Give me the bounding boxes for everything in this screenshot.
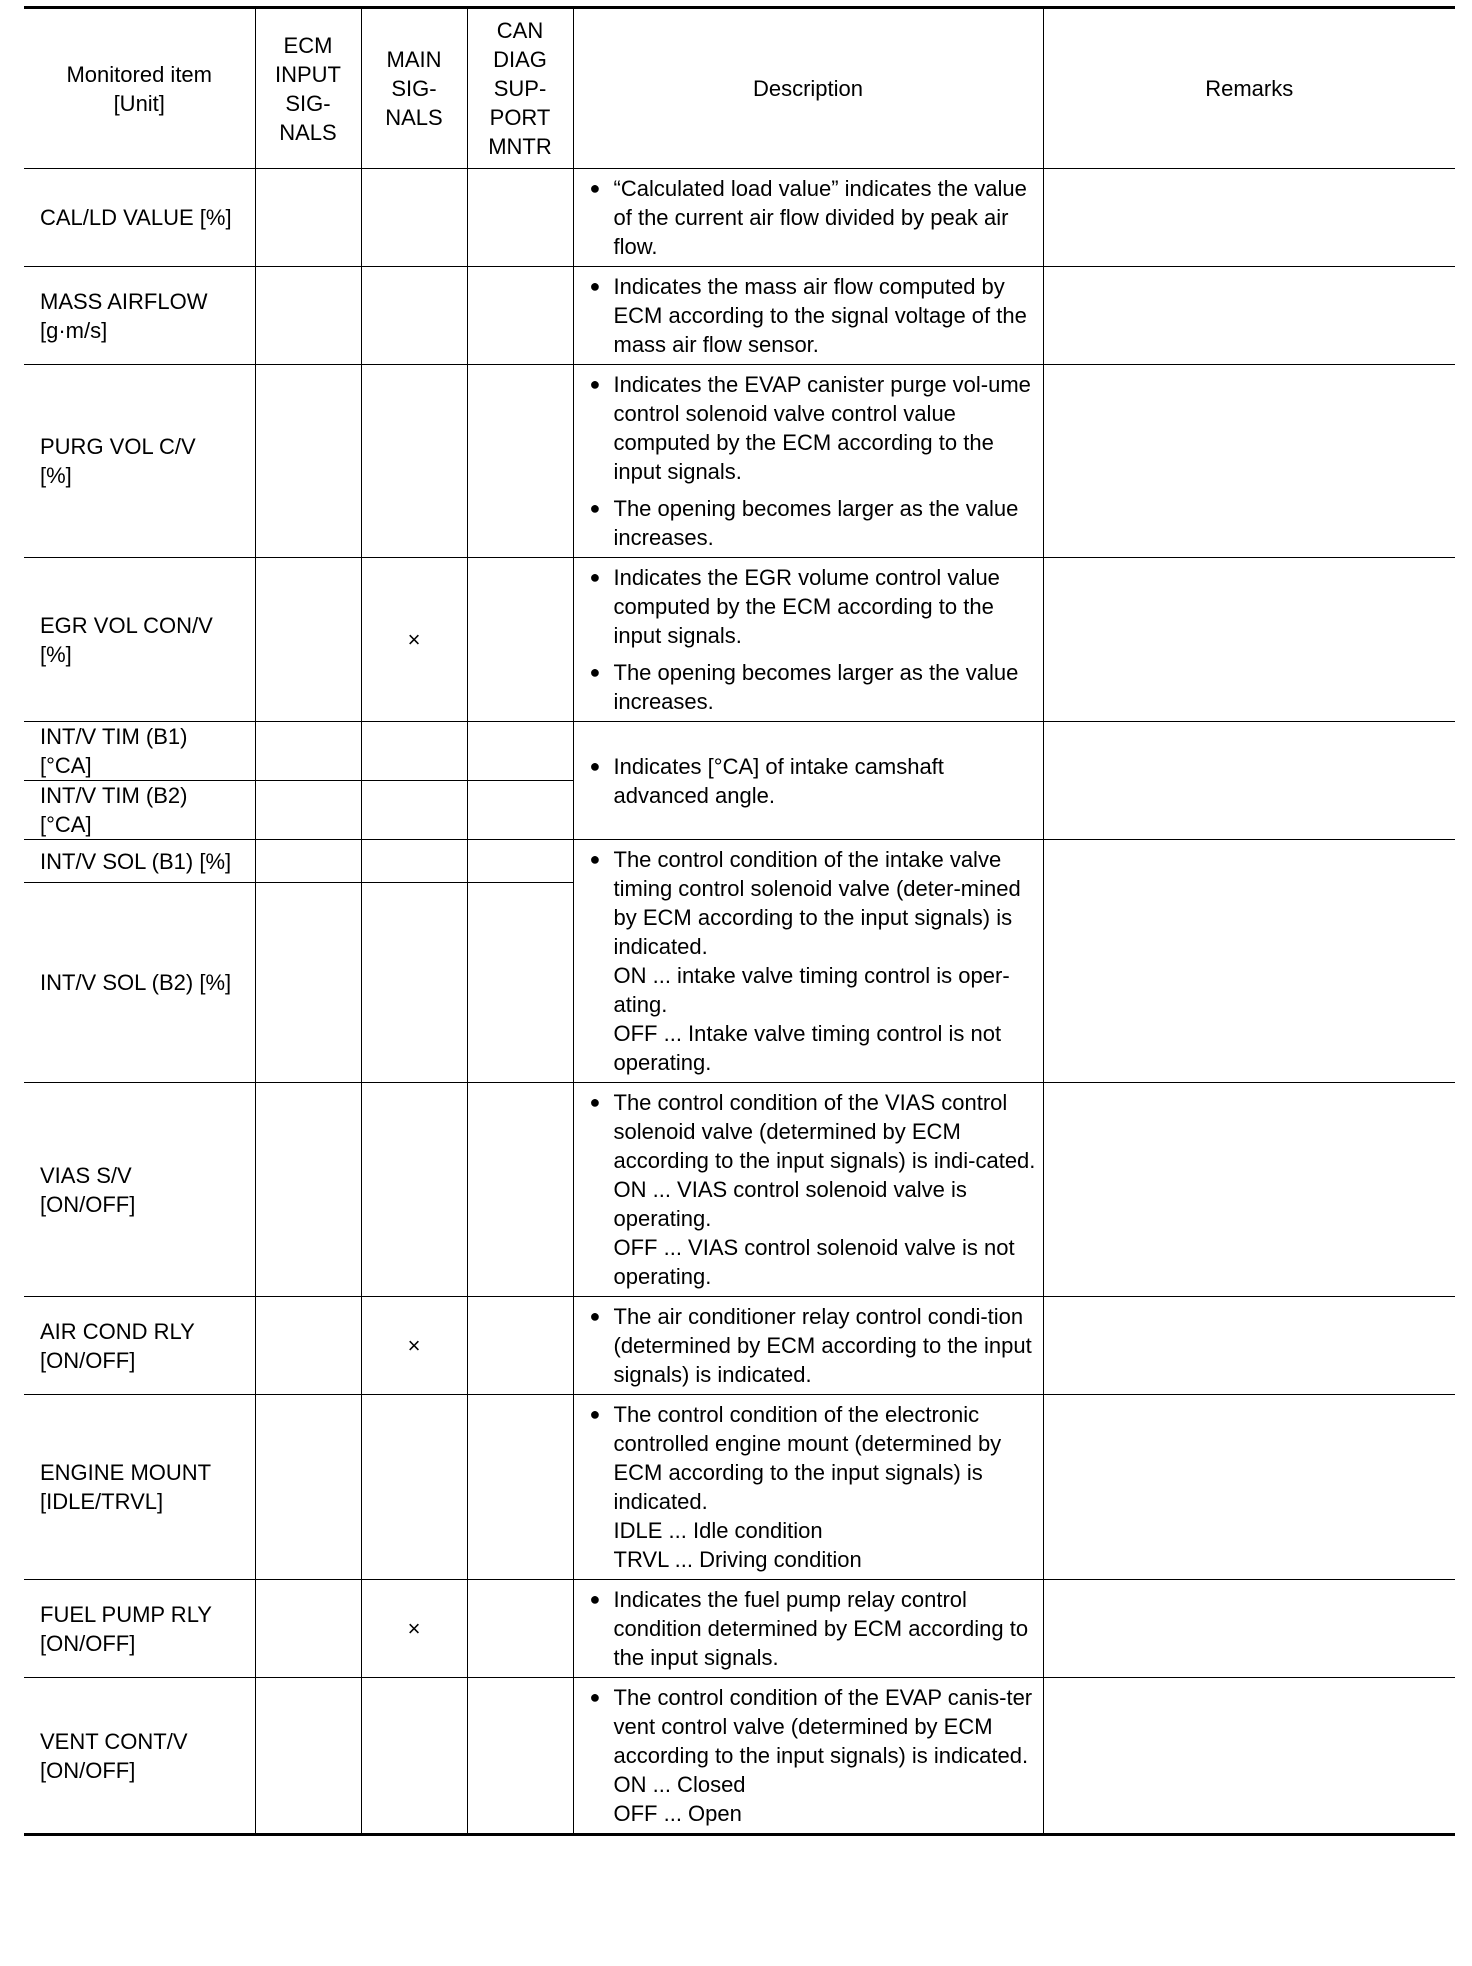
description-line: The control condition of the intake valve timing control solenoid valve (deter-mined by ECM according to the input signals) is indicated. (613, 847, 1021, 959)
can-diag-cell (467, 558, 573, 722)
header-row (24, 8, 1455, 169)
description-text (614, 845, 1037, 1077)
monitored-item-label: [g·m/s] (40, 317, 108, 343)
description-line: OFF ... Intake valve timing control is not operating. (613, 1021, 1002, 1075)
description-bullet (590, 845, 1037, 1077)
description-bullet (590, 752, 1037, 810)
description-bullet (590, 1683, 1037, 1828)
monitored-item-cell (24, 1297, 255, 1395)
can-diag-cell (467, 1580, 573, 1678)
description-cell (573, 1678, 1043, 1835)
header-main-signals: MAIN SIG- NALS (361, 8, 467, 169)
description-bullet (590, 494, 1037, 552)
description-line: “Calculated load value” indicates the value of the current air flow divided by peak air flow. (613, 176, 1027, 259)
main-signals-cell (361, 1395, 467, 1580)
can-diag-cell (467, 1297, 573, 1395)
main-signals-cell (361, 883, 467, 1083)
monitored-item-cell (24, 169, 255, 267)
table-row (24, 1083, 1455, 1297)
table-row (24, 365, 1455, 558)
ecm-input-cell (255, 169, 361, 267)
description-line: The opening becomes larger as the value increases. (613, 496, 1019, 550)
description-cell (573, 1083, 1043, 1297)
main-signals-cell (361, 365, 467, 558)
main-signals-cell (361, 1083, 467, 1297)
main-signals-cell (361, 169, 467, 267)
remarks-cell (1043, 1297, 1455, 1395)
ecm-input-cell (255, 1580, 361, 1678)
monitored-item-label: INT/V SOL (B2) [%] (40, 970, 232, 996)
monitored-item-label: AIR COND RLY (40, 1318, 195, 1344)
description-cell (573, 1297, 1043, 1395)
monitored-item-label: [ON/OFF] (40, 1757, 136, 1783)
main-signals-cell (361, 781, 467, 840)
ecm-input-cell (255, 1083, 361, 1297)
remarks-cell (1043, 840, 1455, 1083)
monitored-item-label: VENT CONT/V (40, 1728, 188, 1754)
monitored-item-cell (24, 1395, 255, 1580)
remarks-cell (1043, 1580, 1455, 1678)
description-bullet (590, 272, 1037, 359)
description-bullet (590, 563, 1037, 650)
ecm-input-cell (255, 267, 361, 365)
bullet-icon: ● (589, 276, 601, 296)
can-diag-cell (467, 1678, 573, 1835)
description-bullet (590, 174, 1037, 261)
description-cell (573, 169, 1043, 267)
table-row (24, 1678, 1455, 1835)
description-line: OFF ... Open (613, 1801, 742, 1826)
description-bullet (590, 370, 1037, 486)
bullet-icon: ● (589, 1404, 601, 1424)
description-cell (573, 558, 1043, 722)
description-text (614, 1400, 1037, 1574)
header-can-diag-support-mntr: CAN DIAG SUP- PORT MNTR (467, 8, 573, 169)
main-signals-cell (361, 722, 467, 781)
description-text (614, 370, 1037, 486)
can-diag-cell (467, 1395, 573, 1580)
ecm-input-cell (255, 1678, 361, 1835)
description-cell (573, 840, 1043, 1083)
remarks-cell (1043, 267, 1455, 365)
description-text (614, 752, 1037, 810)
description-bullet (590, 1585, 1037, 1672)
bullet-icon: ● (589, 374, 601, 394)
bullet-icon: ● (589, 662, 601, 682)
can-diag-cell (467, 840, 573, 883)
can-diag-cell (467, 722, 573, 781)
bullet-icon: ● (589, 178, 601, 198)
header-remarks: Remarks (1043, 8, 1455, 169)
monitored-item-label: [°CA] (40, 812, 92, 837)
description-cell (573, 267, 1043, 365)
remarks-cell (1043, 169, 1455, 267)
bullet-icon: ● (589, 567, 601, 587)
monitored-item-label: [ON/OFF] (40, 1191, 136, 1217)
table-row (24, 840, 1455, 883)
bullet-icon: ● (589, 849, 601, 869)
bullet-icon: ● (589, 1092, 601, 1112)
description-cell (573, 1395, 1043, 1580)
description-text (614, 1683, 1037, 1828)
main-signals-cell: × (361, 1297, 467, 1395)
can-diag-cell (467, 267, 573, 365)
monitored-item-cell (24, 781, 255, 840)
monitored-item-label: CAL/LD VALUE [%] (40, 205, 232, 230)
description-line: Indicates the mass air flow computed by ECM according to the signal voltage of the mass air flow sensor. (613, 274, 1027, 357)
monitored-items-table (24, 6, 1455, 1836)
monitored-item-cell (24, 722, 255, 781)
monitored-item-label: [ON/OFF] (40, 1347, 136, 1373)
description-line: ON ... Closed (613, 1772, 746, 1797)
ecm-input-cell (255, 1297, 361, 1395)
description-line: The air conditioner relay control condi-tion (determined by ECM according to the input signals) is indicated. (613, 1304, 1032, 1387)
monitored-item-cell (24, 1083, 255, 1297)
monitored-item-label: VIAS S/V (40, 1162, 132, 1188)
ecm-input-cell (255, 840, 361, 883)
main-signals-cell: × (361, 1580, 467, 1678)
table-row (24, 1395, 1455, 1580)
monitored-item-cell (24, 267, 255, 365)
table-body (24, 169, 1455, 1835)
monitored-item-label: MASS AIRFLOW (40, 288, 208, 314)
main-signals-cell (361, 267, 467, 365)
description-text (614, 494, 1037, 552)
remarks-cell (1043, 722, 1455, 840)
monitored-item-label: PURG VOL C/V (40, 434, 196, 459)
description-line: The opening becomes larger as the value increases. (613, 660, 1019, 714)
description-line: OFF ... VIAS control solenoid valve is not operating. (613, 1235, 1015, 1289)
remarks-cell (1043, 1678, 1455, 1835)
description-line: Indicates the fuel pump relay control condition determined by ECM according to the input signals. (613, 1587, 1029, 1670)
monitored-item-label: [%] (40, 641, 72, 667)
monitored-item-label: [IDLE/TRVL] (40, 1489, 164, 1514)
description-bullet (590, 1088, 1037, 1291)
monitored-item-cell (24, 883, 255, 1083)
table-row (24, 558, 1455, 722)
bullet-icon: ● (589, 1306, 601, 1326)
monitored-item-cell (24, 1580, 255, 1678)
monitored-item-label: EGR VOL CON/V (40, 612, 213, 638)
remarks-cell (1043, 1395, 1455, 1580)
description-line: Indicates [°CA] of intake camshaft advanced angle. (613, 753, 944, 808)
monitored-item-label: [%] (40, 463, 72, 488)
monitored-item-label: INT/V TIM (B2) (40, 783, 188, 808)
can-diag-cell (467, 883, 573, 1083)
description-text (614, 1302, 1037, 1389)
description-text (614, 563, 1037, 650)
ecm-input-cell (255, 1395, 361, 1580)
description-line: The control condition of the electronic controlled engine mount (determined by ECM according to the input signals) is indicated. (613, 1402, 1002, 1514)
table-row (24, 169, 1455, 267)
ecm-input-cell (255, 558, 361, 722)
monitored-item-cell (24, 365, 255, 558)
description-bullet (590, 1400, 1037, 1574)
can-diag-cell (467, 781, 573, 840)
can-diag-cell (467, 365, 573, 558)
bullet-icon: ● (589, 1687, 601, 1707)
remarks-cell (1043, 365, 1455, 558)
description-bullet (590, 658, 1037, 716)
description-line: IDLE ... Idle condition (613, 1518, 823, 1543)
description-line: Indicates the EVAP canister purge vol-ume control solenoid valve control value computed by the ECM according to the input signals. (613, 372, 1031, 484)
monitored-item-label: [°CA] (40, 753, 92, 778)
description-text (614, 174, 1037, 261)
bullet-icon: ● (589, 1589, 601, 1609)
header-ecm-input-signals: ECM INPUT SIG- NALS (255, 8, 361, 169)
table-row (24, 267, 1455, 365)
description-cell (573, 722, 1043, 840)
description-line: The control condition of the VIAS control solenoid valve (determined by ECM according to the input signals) is indi-cated. (613, 1090, 1036, 1173)
description-line: TRVL ... Driving condition (613, 1547, 862, 1572)
monitored-item-cell (24, 1678, 255, 1835)
description-line: ON ... VIAS control solenoid valve is operating. (613, 1177, 967, 1231)
can-diag-cell (467, 169, 573, 267)
ecm-input-cell (255, 722, 361, 781)
bullet-icon: ● (589, 498, 601, 518)
monitored-item-label: INT/V SOL (B1) [%] (40, 848, 232, 874)
monitored-item-label: [ON/OFF] (40, 1630, 136, 1656)
bullet-icon: ● (589, 755, 601, 776)
can-diag-cell (467, 1083, 573, 1297)
main-signals-cell: × (361, 558, 467, 722)
monitored-item-cell (24, 558, 255, 722)
ecm-input-cell (255, 365, 361, 558)
monitored-item-label: FUEL PUMP RLY (40, 1601, 212, 1627)
table-row (24, 1580, 1455, 1678)
description-bullet (590, 1302, 1037, 1389)
ecm-input-cell (255, 883, 361, 1083)
remarks-cell (1043, 558, 1455, 722)
description-cell (573, 365, 1043, 558)
description-text (614, 1585, 1037, 1672)
table-row (24, 722, 1455, 781)
monitored-item-cell (24, 840, 255, 883)
header-description: Description (573, 8, 1043, 169)
header-monitored-item: Monitored item [Unit] (24, 8, 255, 169)
description-text (614, 658, 1037, 716)
main-signals-cell (361, 840, 467, 883)
main-signals-cell (361, 1678, 467, 1835)
description-line: Indicates the EGR volume control value computed by the ECM according to the input signals. (613, 565, 1000, 648)
remarks-cell (1043, 1083, 1455, 1297)
monitored-item-label: ENGINE MOUNT (40, 1460, 212, 1485)
ecm-input-cell (255, 781, 361, 840)
description-line: ON ... intake valve timing control is oper-ating. (613, 963, 1010, 1017)
description-text (614, 272, 1037, 359)
table-row (24, 1297, 1455, 1395)
description-text (614, 1088, 1037, 1291)
monitored-item-label: INT/V TIM (B1) (40, 724, 188, 749)
description-line: The control condition of the EVAP canis-ter vent control valve (determined by ECM according to the input signals) is indicated. (613, 1685, 1033, 1768)
description-cell (573, 1580, 1043, 1678)
